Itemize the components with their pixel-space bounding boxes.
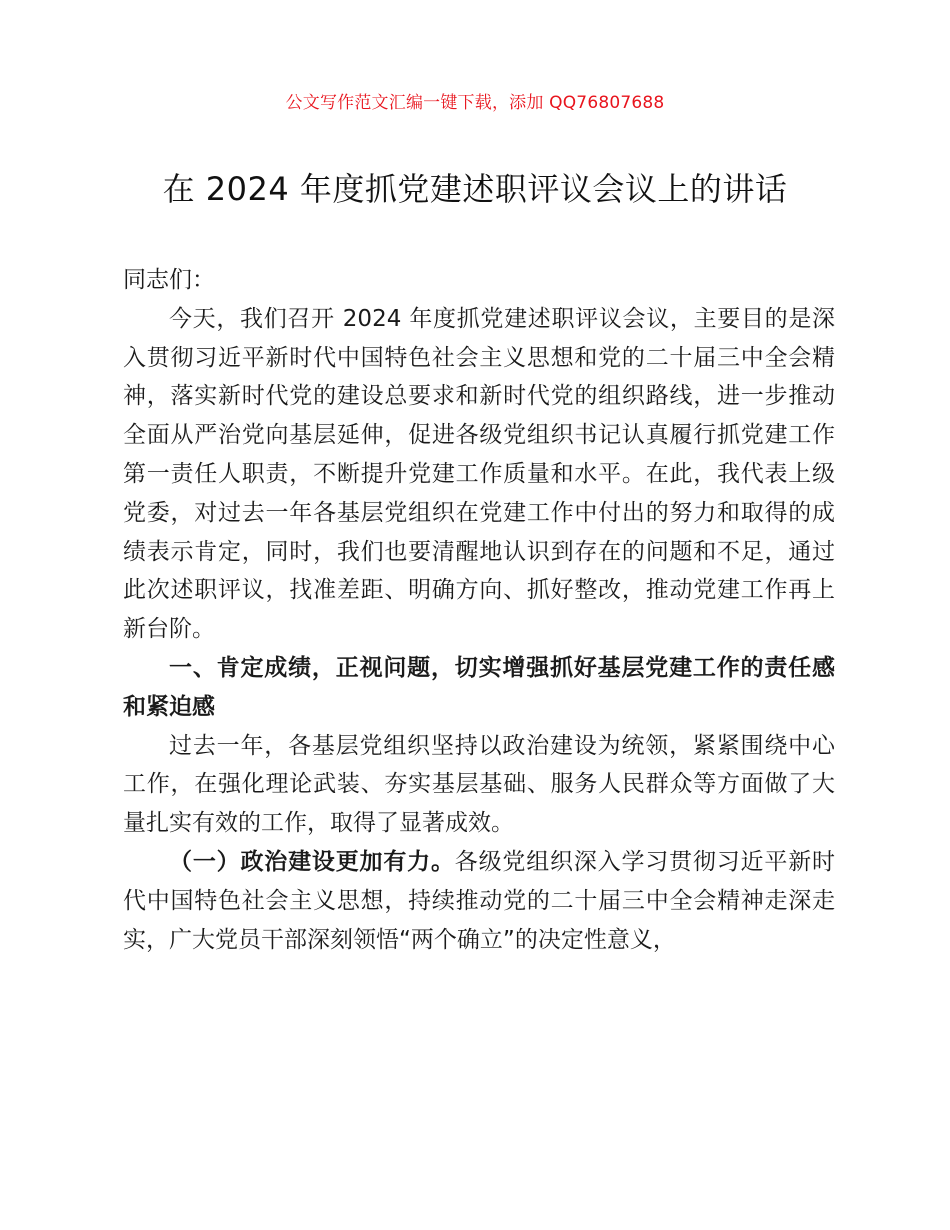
item-1-text: 各级党组织深入学习贯彻习近平新时代中国特色社会主义思想，持续推动党的二十届三中全会精神走深走实，广大党员干部深刻领悟“两个确立”的决定性意义，	[123, 848, 836, 953]
section-heading-1: 一、肯定成绩，正视问题，切实增强抓好基层党建工作的责任感和紧迫感	[123, 654, 835, 720]
salutation: 同志们：	[123, 267, 215, 293]
document-body	[123, 261, 835, 959]
item-1-lead: （一）政治建设更加有力。	[169, 848, 455, 875]
download-promo-note: 公文写作范文汇编一键下载，添加 QQ76807688	[285, 93, 665, 113]
section-1-paragraph: 过去一年，各基层党组织坚持以政治建设为统领，紧紧围绕中心工作，在强化理论武装、夯实基层基础、服务人民群众等方面做了大量扎实有效的工作，取得了显著成效。	[123, 732, 835, 837]
intro-paragraph: 今天，我们召开 2024 年度抓党建述职评议会议，主要目的是深入贯彻习近平新时代中国特色社会主义思想和党的二十届三中全会精神，落实新时代党的建设总要求和新时代党的组织路线，进一步推动全面从严治党向基层延伸，促进各级党组织书记认真履行抓党建工作第一责任人职责，不断提升党建工作质量和水平。在此，我代表上级党委，对过去一年各基层党组织在党建工作中付出的努力和取得的成绩表示肯定，同时，我们也要清醒地认识到存在的问题和不足，通过此次述职评议，找准差距、明确方向、抓好整改，推动党建工作再上新台阶。	[123, 305, 835, 643]
document-title: 在 2024 年度抓党建述职评议会议上的讲话	[162, 170, 788, 208]
item-1-paragraph	[123, 843, 835, 959]
